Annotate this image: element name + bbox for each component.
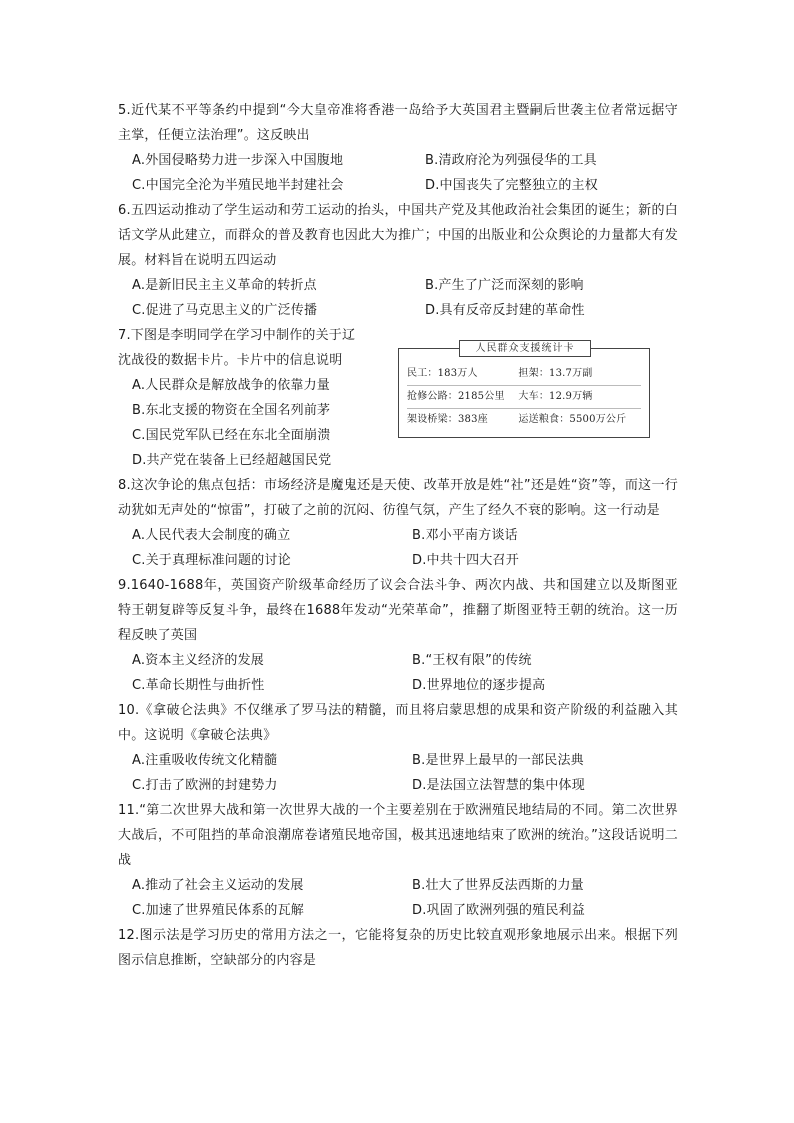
question-stem-line-2: 沈战役的数据卡片。卡片中的信息说明 [118, 353, 343, 368]
card-title: 人民群众支援统计卡 [459, 340, 591, 357]
option-d: D.共产党在装备上已经超越国民党 [132, 453, 332, 468]
question-stem: 10.《拿破仑法典》不仅继承了罗马法的精髓，而且将启蒙思想的成果和资产阶级的利益融入其中。这说明《拿破仑法典》 [118, 703, 678, 743]
card-cell: 抢修公路：2185公里 [407, 391, 505, 402]
option-a: A.外国侵略势力进一步深入中国腹地 [132, 153, 344, 168]
option-c: C.关于真理标准问题的讨论 [132, 553, 291, 568]
option-a: A.人民代表大会制度的确立 [132, 528, 291, 543]
question-stem-line-1: 7.下图是李明同学在学习中制作的关于辽 [118, 328, 356, 343]
option-d: D.中国丧失了完整独立的主权 [425, 178, 598, 193]
option-d: D.具有反帝反封建的革命性 [425, 303, 585, 318]
question-stem: 5.近代某不平等条约中提到“今大皇帝准将香港一岛给予大英国君主暨嗣后世袭主位者常远据守主掌，任便立法治理”。这反映出 [118, 103, 678, 143]
option-d: D.巩固了欧洲列强的殖民利益 [412, 903, 585, 918]
card-cell: 架设桥梁：383座 [407, 414, 488, 425]
option-b: B.东北支援的物资在全国名列前茅 [132, 403, 331, 418]
question-11 [118, 798, 678, 923]
option-b: B.“王权有限”的传统 [412, 653, 532, 668]
question-stem: 8.这次争论的焦点包括：市场经济是魔鬼还是天使、改革开放是姓“社”还是姓“资”等，而这一行动犹如无声处的“惊雷”，打破了之前的沉闷、彷徨气氛，产生了经久不衰的影响。这一行动是 [118, 478, 678, 518]
question-8 [118, 473, 678, 573]
support-statistics-card [398, 343, 650, 438]
option-a: A.人民群众是解放战争的依靠力量 [132, 378, 330, 393]
question-12 [118, 923, 678, 973]
option-c: C.中国完全沦为半殖民地半封建社会 [132, 178, 344, 193]
exam-page [118, 98, 678, 973]
question-6 [118, 198, 678, 323]
card-cell: 运送粮食：5500万公斤 [518, 414, 627, 425]
option-b: B.邓小平南方谈话 [412, 528, 518, 543]
option-a: A.注重吸收传统文化精髓 [132, 753, 278, 768]
option-c: C.革命长期性与曲折性 [132, 678, 265, 693]
option-c: C.加速了世界殖民体系的瓦解 [132, 903, 305, 918]
question-5 [118, 98, 678, 198]
option-c: C.国民党军队已经在东北全面崩溃 [132, 428, 331, 443]
card-cell: 民工：183万人 [407, 368, 478, 379]
question-stem: 9.1640-1688年，英国资产阶级革命经历了议会合法斗争、两次内战、共和国建立以及斯图亚特王朝复辟等反复斗争，最终在1688年发动“光荣革命”，推翻了斯图亚特王朝的统治。这一历程反映了英国 [118, 578, 678, 643]
card-row [407, 363, 641, 386]
option-b: B.产生了广泛而深刻的影响 [425, 278, 584, 293]
option-b: B.壮大了世界反法西斯的力量 [412, 878, 584, 893]
question-7 [118, 323, 678, 473]
option-d: D.世界地位的逐步提高 [412, 678, 546, 693]
question-10 [118, 698, 678, 798]
option-b: B.是世界上最早的一部民法典 [412, 753, 584, 768]
card-row [407, 409, 641, 431]
card-row [407, 386, 641, 409]
card-cell: 大车：12.9万辆 [518, 391, 593, 402]
option-a: A.资本主义经济的发展 [132, 653, 264, 668]
option-d: D.中共十四大召开 [412, 553, 519, 568]
option-a: A.推动了社会主义运动的发展 [132, 878, 304, 893]
option-b: B.清政府沦为列强侵华的工具 [425, 153, 597, 168]
question-stem: 11.“第二次世界大战和第一次世界大战的一个主要差别在于欧洲殖民地结局的不同。第二次世界大战后，不可阻挡的革命浪潮席卷诸殖民地帝国，极其迅速地结束了欧洲的统治。”这段话说明二战 [118, 803, 678, 868]
option-d: D.是法国立法智慧的集中体现 [412, 778, 585, 793]
question-stem: 12.图示法是学习历史的常用方法之一，它能将复杂的历史比较直观形象地展示出来。根据下列图示信息推断，空缺部分的内容是 [118, 928, 678, 968]
option-c: C.促进了马克思主义的广泛传播 [132, 303, 318, 318]
card-cell: 担架：13.7万副 [518, 368, 593, 379]
option-c: C.打击了欧洲的封建势力 [132, 778, 278, 793]
question-9 [118, 573, 678, 698]
question-stem: 6.五四运动推动了学生运动和劳工运动的抬头，中国共产党及其他政治社会集团的诞生；新的白话文学从此建立，而群众的普及教育也因此大为推广；中国的出版业和公众舆论的力量都大有发展。材料旨在说明五四运动 [118, 203, 678, 268]
option-a: A.是新旧民主主义革命的转折点 [132, 278, 317, 293]
